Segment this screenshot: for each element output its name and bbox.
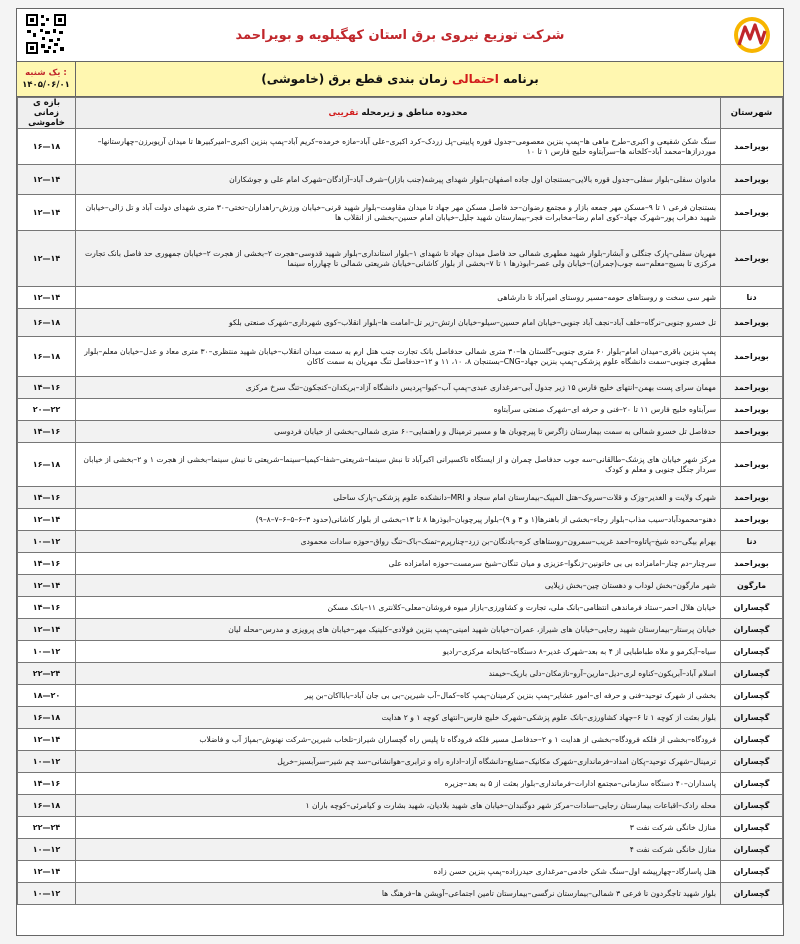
time-cell: ۱۸—۲۰ (18, 685, 76, 707)
time-cell: ۱۴—۱۶ (18, 553, 76, 575)
city-cell: بویراحمد (721, 309, 783, 337)
area-cell: محله رادک–اقباعات بیمارستان رجایی–سادات–مرکز شهر دوگنبدان–خیابان های شهید بلادیان، شهید بشارت و کیامرئی–کوچه باران ۱ (76, 795, 721, 817)
table-row (18, 839, 783, 861)
area-cell: اسلام آباد–آبریکون–کناوه لری–دیل–مارین–آرو–نازمکان–دلی باریک–خیمند (76, 663, 721, 685)
area-cell: حدفاصل تل خسرو شمالی به سمت بیمارستان زاگرس تا پیرچوبان ها و مسیر ترمینال و راهنمایی–۶۰ متری شمالی–بخشی از خیابان فردوسی (76, 421, 721, 443)
time-cell: ۱۶—۱۸ (18, 309, 76, 337)
area-cell: فرودگاه–بخشی از فلکه فرودگاه–بخشی از هدایت ۱ و ۲–حدفاصل مسیر فلکه فرودگاه تا پلیس راه گچساران شیراز–تلخاب شیرین–شرکت نهنوش–بمپاژ آب و فاضلاب (76, 729, 721, 751)
time-cell: ۱۲—۱۴ (18, 287, 76, 309)
day-label: یک شنبه : (25, 68, 67, 78)
area-cell: خیابان هلال احمر–ستاد فرماندهی انتظامی–بانک ملی، تجارت و کشاورزی–بازار میوه فروشان–معلی–کلانتری ۱۱–بانک مسکن (76, 597, 721, 619)
time-cell: ۱۲—۱۴ (18, 509, 76, 531)
city-cell: دنا (721, 287, 783, 309)
city-cell: گچساران (721, 619, 783, 641)
city-cell: گچساران (721, 685, 783, 707)
table-row (18, 773, 783, 795)
table-row (18, 165, 783, 195)
table-row (18, 129, 783, 165)
time-cell: ۲۰—۲۲ (18, 399, 76, 421)
area-cell: شهر مارگون–بخش لوداب و دهستان چین–بخش زیلایی (76, 575, 721, 597)
city-cell: گچساران (721, 597, 783, 619)
time-cell: ۱۰—۱۲ (18, 883, 76, 905)
time-cell: ۱۰—۱۲ (18, 751, 76, 773)
time-cell: ۱۶—۱۸ (18, 795, 76, 817)
city-cell: گچساران (721, 729, 783, 751)
city-cell: بویراحمد (721, 195, 783, 231)
city-cell: گچساران (721, 795, 783, 817)
time-cell: ۱۴—۱۶ (18, 773, 76, 795)
area-cell: بلوار بعثت از کوچه ۱ تا ۶–جهاد کشاورزی–بانک علوم پزشکی–شهرک خلیج فارس–انتهای کوچه ۱ و ۲ هدایت (76, 707, 721, 729)
table-row (18, 309, 783, 337)
table-row (18, 553, 783, 575)
header-area: محدوده مناطق و زیرمحله تقریبی (76, 98, 721, 129)
time-cell: ۲۲—۲۴ (18, 817, 76, 839)
qr-code-icon (25, 13, 67, 55)
area-cell: مرکز شهر خیابان های پزشک–طالقانی–سه جوب حدفاصل چمران و از ایستگاه تاکسیرانی اکبرآباد تا نبش سینما–شریعتی–شفا–کیمیا–سینما–شریعتی تا نبش سینما–بخشی از هجرت ۱ و ۲–بخشی از خیابان سردار جنگل جنوبی و معلم و کودک (76, 443, 721, 487)
time-cell: ۱۲—۱۴ (18, 231, 76, 287)
city-cell: بویراحمد (721, 377, 783, 399)
company-name: شرکت توزیع نیروی برق استان کهگیلویه و بویراحمد (235, 27, 565, 43)
table-row (18, 487, 783, 509)
area-cell: سیاه–آبکرمو و ملاه طباطبایی از ۴ به بعد–شهرک غدیر–۸ دستگاه–کتابخانه مرکزی–رادیو (76, 641, 721, 663)
table-row (18, 751, 783, 773)
time-cell: ۱۶—۱۸ (18, 707, 76, 729)
area-cell: بخشی از شهرک توحید–فنی و حرفه ای–امور عشایر–پمپ بنزین کرمینان–پمپ کاه–کمال–آب شیرین–بی بی جان آباد–بابااکان–بن پیر (76, 685, 721, 707)
city-cell: بویراحمد (721, 443, 783, 487)
area-cell: پمپ بنزین باقری–میدان امام–بلوار ۶۰ متری جنوبی–گلستان ها–۳۰ متری شمالی حدفاصل بانک تجارت جنب هتل ارم به سمت میدان انقلاب–خیابان شهید منتظری–۳۰ متری معاد و عدل–خیابان معلم–بلوار مطهری جنوبی–سمت دانشگاه علوم پزشکی–پمپ بنزین جهاد–CNG–بستنجان ۸، ۱۰، ۱۱ و ۱۲–حدفاصل تنگ مهریان به سمت کاکان (76, 337, 721, 377)
city-cell: مارگون (721, 575, 783, 597)
city-cell: گچساران (721, 883, 783, 905)
area-cell: شهر سی سخت و روستاهای حومه–مسیر روستای امیرآباد تا دارشاهی (76, 287, 721, 309)
city-cell: بویراحمد (721, 553, 783, 575)
table-row (18, 195, 783, 231)
time-cell: ۱۶—۱۸ (18, 443, 76, 487)
table-row (18, 619, 783, 641)
city-cell: بویراحمد (721, 487, 783, 509)
area-cell: تل خسرو جنوبی–نرگاه–خلف آباد–نجف آباد جنوبی–خیابان امام حسین–سیلو–خیابان ارتش–زیر تل–امامت ها–بلوار انقلاب–کوی شهرداری–شهرک صنعتی بلکو (76, 309, 721, 337)
city-cell: بویراحمد (721, 421, 783, 443)
city-cell: بویراحمد (721, 399, 783, 421)
city-cell: دنا (721, 531, 783, 553)
table-row (18, 399, 783, 421)
header-time: بازه ی زمانی خاموشی (18, 98, 76, 129)
area-cell: سرآبتاوه خلیج فارس ۱۱ تا ۲۰–فنی و حرفه ای–شهرک صنعتی سرآبتاوه (76, 399, 721, 421)
time-cell: ۱۲—۱۴ (18, 575, 76, 597)
header (17, 9, 783, 62)
time-cell: ۱۴—۱۶ (18, 597, 76, 619)
city-cell: گچساران (721, 817, 783, 839)
table-row (18, 729, 783, 751)
city-cell: گچساران (721, 839, 783, 861)
table-row (18, 231, 783, 287)
area-cell: بهرام بیگی–ده شیخ–پاتاوه–احمد غریب–سمرون–روستاهای کره–بادنگان–بن زرد–چنارپرم–تمنک–باک–تنگ رواق–حوزه سادات محمودی (76, 531, 721, 553)
city-cell: بویراحمد (721, 129, 783, 165)
table-header-row (18, 98, 783, 129)
table-row (18, 443, 783, 487)
header-city: شهرستان (721, 98, 783, 129)
area-cell: بلوار شهید تاجگردون تا فرعی ۳ شمالی–بیمارستان نرگسی–بیمارستان تامین اجتماعی–آویشن ها–فرهنگ ها (76, 883, 721, 905)
city-cell: گچساران (721, 861, 783, 883)
schedule-sheet (16, 8, 784, 936)
area-cell: مادوان سفلی–بلوار سفلی–جدول قوره بالایی–بستنجان اول جاده اصفهان–بلوار شهدای پیرشه(جنب بازار)–شرف آباد–آزادگان–شهرک امام علی و جوشکاران (76, 165, 721, 195)
time-cell: ۱۴—۱۶ (18, 377, 76, 399)
city-cell: گچساران (721, 707, 783, 729)
time-cell: ۱۲—۱۴ (18, 165, 76, 195)
table-row (18, 287, 783, 309)
city-cell: گچساران (721, 663, 783, 685)
table-row (18, 685, 783, 707)
table-row (18, 817, 783, 839)
area-cell: منازل خانگی شرکت نفت ۳ (76, 817, 721, 839)
time-cell: ۱۴—۱۶ (18, 487, 76, 509)
time-cell: ۱۰—۱۲ (18, 641, 76, 663)
table-row (18, 883, 783, 905)
time-cell: ۱۶—۱۸ (18, 337, 76, 377)
schedule-table (17, 97, 783, 905)
time-cell: ۱۶—۱۸ (18, 129, 76, 165)
table-row (18, 377, 783, 399)
company-logo-icon (731, 15, 773, 55)
city-cell: گچساران (721, 751, 783, 773)
time-cell: ۱۰—۱۲ (18, 839, 76, 861)
area-cell: منازل خانگی شرکت نفت ۴ (76, 839, 721, 861)
table-row (18, 575, 783, 597)
table-row (18, 641, 783, 663)
table-row (18, 861, 783, 883)
area-cell: پاسداران–۴۰ دستگاه سازمانی–مجتمع ادارات–فرمانداری–بلوار بعثت از ۵ به بعد–جزیره (76, 773, 721, 795)
table-row (18, 707, 783, 729)
city-cell: بویراحمد (721, 509, 783, 531)
city-cell: گچساران (721, 773, 783, 795)
time-cell: ۲۲—۲۴ (18, 663, 76, 685)
time-cell: ۱۲—۱۴ (18, 729, 76, 751)
area-cell: دهنو–محمودآباد–سیب مذاب–بلوار رجاء–بخشی از باهنرها(۱ و ۳ و ۹)–بلوار پیرچوبان–ابوذرها ۸ تا ۱۳–بخشی از بلوار کاشانی(حدود ۳–۶–۵–۶–۷–۸–۹) (76, 509, 721, 531)
area-cell: هتل پاسارگاد–چهارپیشه اول–سنگ شکن خادمی–مرغداری حیدرزاده–پمپ بنزین حسن زاده (76, 861, 721, 883)
table-row (18, 663, 783, 685)
area-cell: سنگ شکن شفیعی و اکبری–طرح ماهی ها–پمپ بنزین معصومی–جدول قوره پایینی–پل زردک–کرد اکبری–علی آباد–مازه خرمده–کریم آباد–پمپ بنزین اکبری–امیرکبیرها تا میدان آریوبرزن–چهارستانها–موردرازها–محمد آباد–کلخانه ها–سرآبتاوه خلیج فارس ۱ تا ۱۰ (76, 129, 721, 165)
schedule-banner (17, 62, 783, 97)
city-cell: بویراحمد (721, 165, 783, 195)
date-value: ۱۴۰۵/۰۶/۰۱ (22, 80, 70, 90)
table-row (18, 597, 783, 619)
time-cell: ۱۰—۱۲ (18, 531, 76, 553)
area-cell: شهرک ولایت و الغدیر–وزک و قلات–سروک–هتل المپیک–بیمارستان امام سجاد و MRI–دانشکده علوم پزشکی–پارک ساحلی (76, 487, 721, 509)
table-row (18, 509, 783, 531)
time-cell: ۱۲—۱۴ (18, 861, 76, 883)
city-cell: بویراحمد (721, 337, 783, 377)
area-cell: مهمان سرای پست بهمن–انتهای خلیج فارس ۱۵ زیر جدول آبی–مرغداری عبدی–پمپ آب–کیوا–پردیس دانشگاه آزاد–بریکدان–کنجکون–تنگ سرخ مرکزی (76, 377, 721, 399)
area-cell: بستنجان فرعی ۱ تا ۹–مسکن مهر جمعه بازار و مجتمع رضوان–حد فاصل مسکن مهر جهاد تا میدان مقاومت–بلوار شهید قرنی–خیابان ورزش–راهداران–تختی–۳۰ متری شهدای دولت آباد و تل زالی–خیابان شهید دهراب پور–شهرک جهاد–کوی امام رضا–مخابرات فجر–بیمارستان شهید جلیل–خیابان امام حسین–بخشی از انقلاب ها (76, 195, 721, 231)
table-row (18, 421, 783, 443)
area-cell: ترمینال–شهرک توحید–پکان امداد–فرمانداری–شهرک مکانیک–صنایع–دانشگاه آزاد–اداره راه و ترابری–هوانشانی–سد چم شیر–سرآبسیز–خرپل (76, 751, 721, 773)
area-cell: سرچنار–دم چنار–امامزاده بی بی خاتونین–زنگوا–عزیزی و میان تنگان–شیخ سرمست–حوزه امامزاده علی (76, 553, 721, 575)
area-cell: مهریان سفلی–پارک جنگلی و آبشار–بلوار شهید مطهری شمالی حد فاصل میدان جهاد تا شهدای ۱–بلوار استانداری–بلوار شهید قدوسی–هجرت ۲–بخشی از هجرت ۲–خیابان جمهوری حد فاصل بانک تجارت مرکزی تا بسیج–معلم–سه جوب(جمران)–خیابان ولی عصر–ابوذرها ۱ تا ۷–بخشی از بلوار کاشانی–خیابان شریعتی شمالی تا چهارراه سینما (76, 231, 721, 287)
table-row (18, 531, 783, 553)
time-cell: ۱۲—۱۴ (18, 195, 76, 231)
city-cell: بویراحمد (721, 231, 783, 287)
time-cell: ۱۴—۱۶ (18, 421, 76, 443)
date-box (17, 62, 76, 96)
area-cell: خیابان پرستار–بیمارستان شهید رجایی–خیابان های شیراز، عمران–خیابان شهید امینی–پمپ بنزین فولادی–کلینیک مهر–خیابان های پرویزی و مدرس–محله لیان (76, 619, 721, 641)
city-cell: گچساران (721, 641, 783, 663)
table-row (18, 795, 783, 817)
schedule-title: برنامه احتمالی زمان بندی قطع برق (خاموشی) (261, 72, 539, 86)
table-row (18, 337, 783, 377)
time-cell: ۱۲—۱۴ (18, 619, 76, 641)
